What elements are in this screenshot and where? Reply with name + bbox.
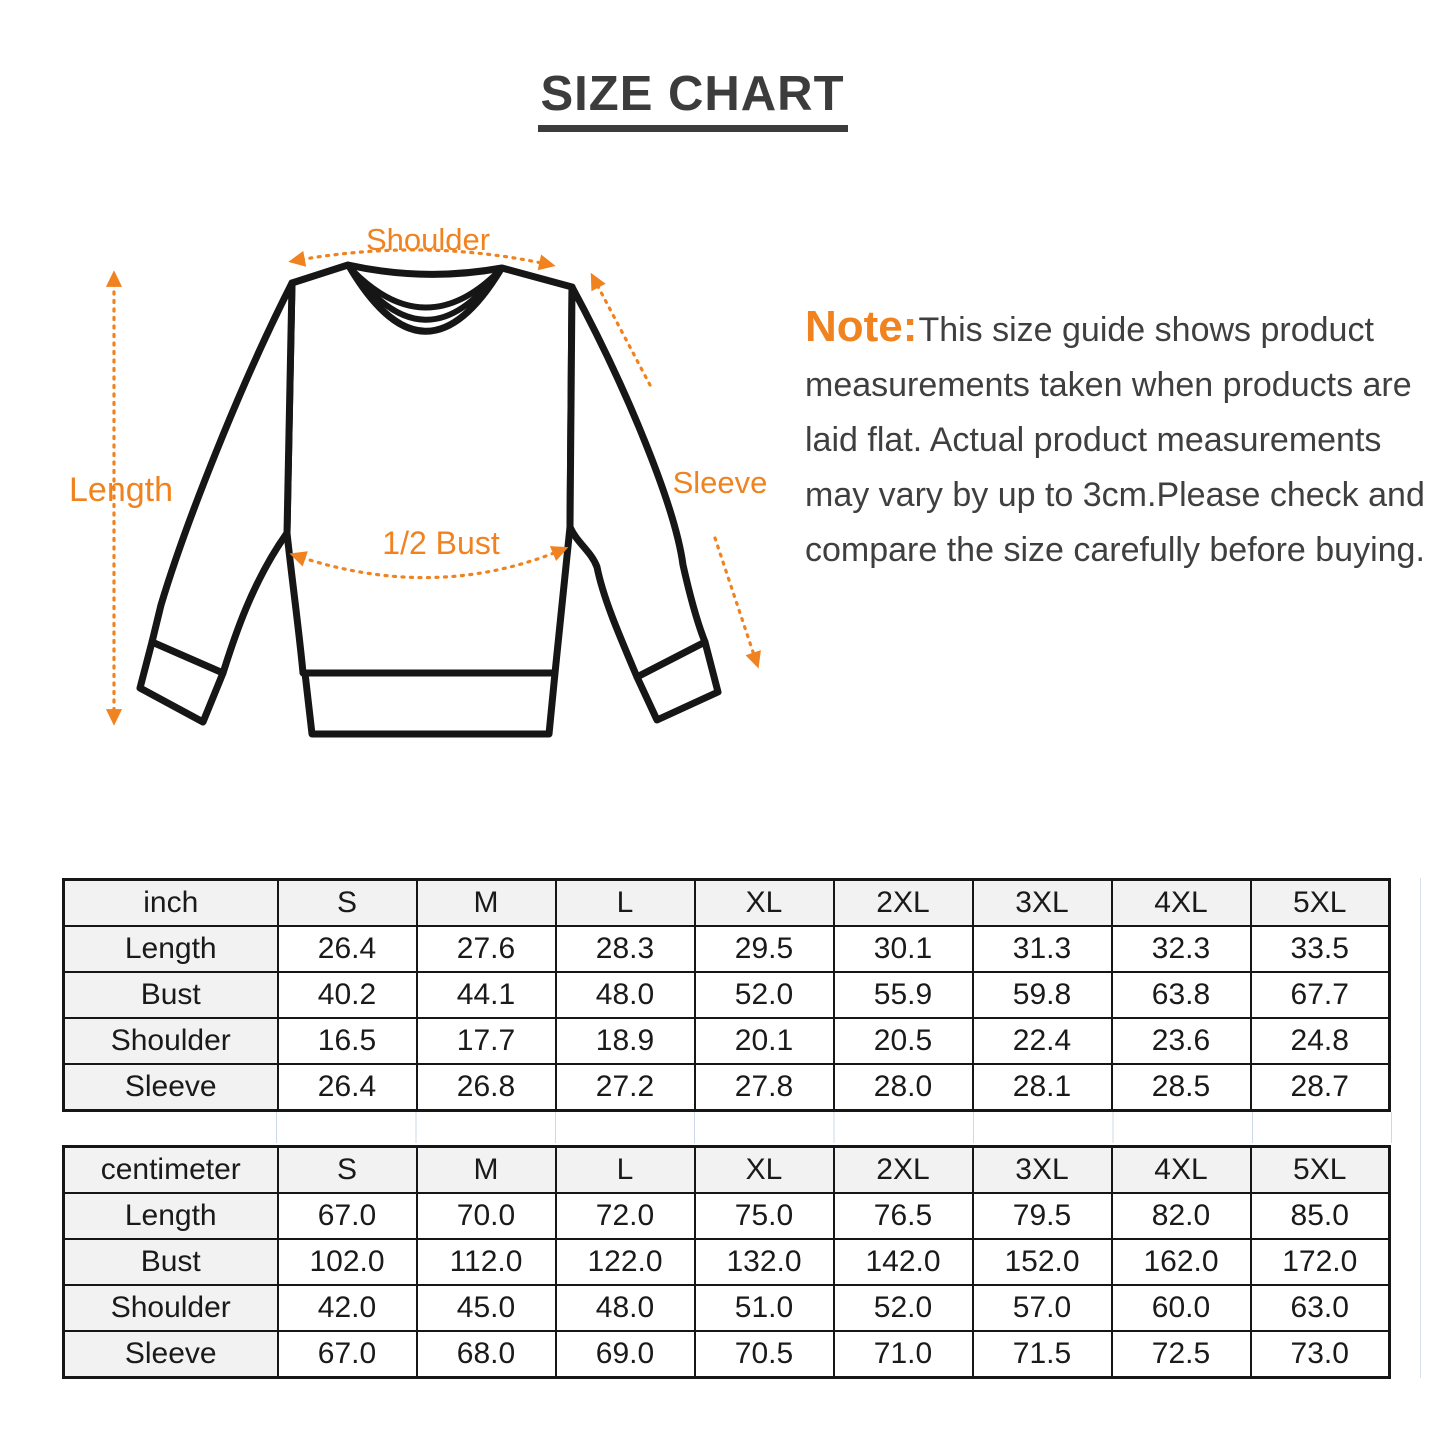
sleeve-label: Sleeve	[672, 465, 768, 500]
measurement-value-cell: 45.0	[417, 1285, 556, 1331]
measurement-row	[64, 1064, 1390, 1111]
measurement-value-cell: 31.3	[973, 926, 1112, 972]
measurement-value-cell: 142.0	[834, 1239, 973, 1285]
measurement-row	[64, 1193, 1390, 1239]
measurement-row	[64, 1331, 1390, 1378]
measurement-value-cell: 79.5	[973, 1193, 1112, 1239]
size-header-cell: 4XL	[1112, 1147, 1251, 1194]
measurement-value-cell: 44.1	[417, 972, 556, 1018]
sweatshirt-right-sleeve	[570, 287, 718, 720]
measurement-value-cell: 28.3	[556, 926, 695, 972]
measurement-value-cell: 63.8	[1112, 972, 1251, 1018]
centimeter-size-table	[62, 1145, 1391, 1379]
measurement-value-cell: 60.0	[1112, 1285, 1251, 1331]
measurement-row	[64, 1018, 1390, 1064]
measurement-value-cell: 82.0	[1112, 1193, 1251, 1239]
measurement-row	[64, 1285, 1390, 1331]
measurement-value-cell: 28.7	[1251, 1064, 1390, 1111]
sleeve-measure-arrow-lower	[715, 538, 757, 664]
measurement-value-cell: 26.4	[278, 926, 417, 972]
measurement-value-cell: 59.8	[973, 972, 1112, 1018]
size-header-cell: 3XL	[973, 880, 1112, 927]
measurement-value-cell: 71.0	[834, 1331, 973, 1378]
measurement-value-cell: 48.0	[556, 972, 695, 1018]
measurement-value-cell: 26.8	[417, 1064, 556, 1111]
measurement-value-cell: 27.8	[695, 1064, 834, 1111]
measurement-value-cell: 70.0	[417, 1193, 556, 1239]
size-header-cell: L	[556, 880, 695, 927]
length-label: Length	[69, 471, 173, 509]
measurement-value-cell: 18.9	[556, 1018, 695, 1064]
measurement-value-cell: 24.8	[1251, 1018, 1390, 1064]
sweatshirt-body	[287, 265, 572, 673]
inch-size-table	[62, 878, 1391, 1112]
measurement-value-cell: 28.0	[834, 1064, 973, 1111]
measurement-value-cell: 28.5	[1112, 1064, 1251, 1111]
unit-header-cell: centimeter	[64, 1147, 278, 1194]
page-title: SIZE CHART	[538, 70, 848, 132]
measurement-value-cell: 76.5	[834, 1193, 973, 1239]
size-header-cell: M	[417, 880, 556, 927]
measurement-label-cell: Sleeve	[64, 1331, 278, 1378]
measurement-value-cell: 67.7	[1251, 972, 1390, 1018]
size-header-cell: XL	[695, 880, 834, 927]
note-block	[805, 299, 1425, 578]
measurement-value-cell: 75.0	[695, 1193, 834, 1239]
measurement-value-cell: 70.5	[695, 1331, 834, 1378]
measurement-value-cell: 68.0	[417, 1331, 556, 1378]
note-line-text: measurements taken when products are	[805, 366, 1412, 404]
size-header-cell: 2XL	[834, 880, 973, 927]
measurement-value-cell: 27.2	[556, 1064, 695, 1111]
note-line-text: may vary by up to 3cm.Please check and	[805, 476, 1425, 514]
measurement-label-cell: Length	[64, 926, 278, 972]
measurement-value-cell: 132.0	[695, 1239, 834, 1285]
measurement-value-cell: 152.0	[973, 1239, 1112, 1285]
note-line-text: compare the size carefully before buying.	[805, 531, 1425, 569]
page-title-wrap	[0, 67, 1445, 132]
unit-header-cell: inch	[64, 880, 278, 927]
measurement-value-cell: 72.5	[1112, 1331, 1251, 1378]
note-line-text: This size guide shows product	[918, 311, 1374, 349]
measurement-value-cell: 16.5	[278, 1018, 417, 1064]
measurement-value-cell: 42.0	[278, 1285, 417, 1331]
size-header-cell: 3XL	[973, 1147, 1112, 1194]
measurement-value-cell: 172.0	[1251, 1239, 1390, 1285]
measurement-value-cell: 67.0	[278, 1331, 417, 1378]
measurement-value-cell: 48.0	[556, 1285, 695, 1331]
measurement-value-cell: 102.0	[278, 1239, 417, 1285]
measurement-value-cell: 17.7	[417, 1018, 556, 1064]
measurement-value-cell: 32.3	[1112, 926, 1251, 972]
note-line	[805, 299, 1425, 358]
measurement-value-cell: 112.0	[417, 1239, 556, 1285]
size-header-cell: M	[417, 1147, 556, 1194]
shoulder-label: Shoulder	[365, 222, 491, 257]
measurement-value-cell: 40.2	[278, 972, 417, 1018]
measurement-label-cell: Length	[64, 1193, 278, 1239]
measurement-value-cell: 27.6	[417, 926, 556, 972]
measurement-value-cell: 122.0	[556, 1239, 695, 1285]
measurement-value-cell: 20.1	[695, 1018, 834, 1064]
measurement-value-cell: 29.5	[695, 926, 834, 972]
size-header-cell: 5XL	[1251, 1147, 1390, 1194]
size-header-cell: L	[556, 1147, 695, 1194]
measurement-label-cell: Bust	[64, 1239, 278, 1285]
measurement-value-cell: 72.0	[556, 1193, 695, 1239]
measurement-value-cell: 52.0	[695, 972, 834, 1018]
size-header-cell: S	[278, 1147, 417, 1194]
measurement-value-cell: 26.4	[278, 1064, 417, 1111]
measurement-value-cell: 69.0	[556, 1331, 695, 1378]
measurement-value-cell: 85.0	[1251, 1193, 1390, 1239]
measurement-label-cell: Shoulder	[64, 1018, 278, 1064]
sweatshirt-hem-band	[305, 673, 555, 734]
measurement-row	[64, 1239, 1390, 1285]
size-header-cell: 2XL	[834, 1147, 973, 1194]
measurement-row	[64, 972, 1390, 1018]
size-header-cell: XL	[695, 1147, 834, 1194]
measurement-value-cell: 63.0	[1251, 1285, 1390, 1331]
table-header-row	[64, 880, 1390, 927]
measurement-label-cell: Sleeve	[64, 1064, 278, 1111]
measurement-label-cell: Shoulder	[64, 1285, 278, 1331]
measurement-value-cell: 52.0	[834, 1285, 973, 1331]
measurement-value-cell: 33.5	[1251, 926, 1390, 972]
note-line-text: laid flat. Actual product measurements	[805, 421, 1382, 459]
measurement-value-cell: 57.0	[973, 1285, 1112, 1331]
gridline-artifact	[1420, 878, 1421, 1378]
measurement-value-cell: 28.1	[973, 1064, 1112, 1111]
measurement-value-cell: 71.5	[973, 1331, 1112, 1378]
measurement-value-cell: 51.0	[695, 1285, 834, 1331]
size-header-cell: 5XL	[1251, 880, 1390, 927]
measurement-value-cell: 22.4	[973, 1018, 1112, 1064]
measurement-value-cell: 23.6	[1112, 1018, 1251, 1064]
measurement-value-cell: 20.5	[834, 1018, 973, 1064]
measurement-value-cell: 30.1	[834, 926, 973, 972]
bust-label: 1/2 Bust	[382, 525, 500, 561]
measurement-row	[64, 926, 1390, 972]
sweatshirt-diagram	[65, 205, 805, 765]
measurement-value-cell: 162.0	[1112, 1239, 1251, 1285]
measurement-value-cell: 67.0	[278, 1193, 417, 1239]
measurement-value-cell: 55.9	[834, 972, 973, 1018]
gridline-artifact	[276, 1112, 1392, 1143]
measurement-value-cell: 73.0	[1251, 1331, 1390, 1378]
size-header-cell: S	[278, 880, 417, 927]
note-label: Note:	[805, 302, 918, 351]
measurement-label-cell: Bust	[64, 972, 278, 1018]
table-header-row	[64, 1147, 1390, 1194]
size-header-cell: 4XL	[1112, 880, 1251, 927]
